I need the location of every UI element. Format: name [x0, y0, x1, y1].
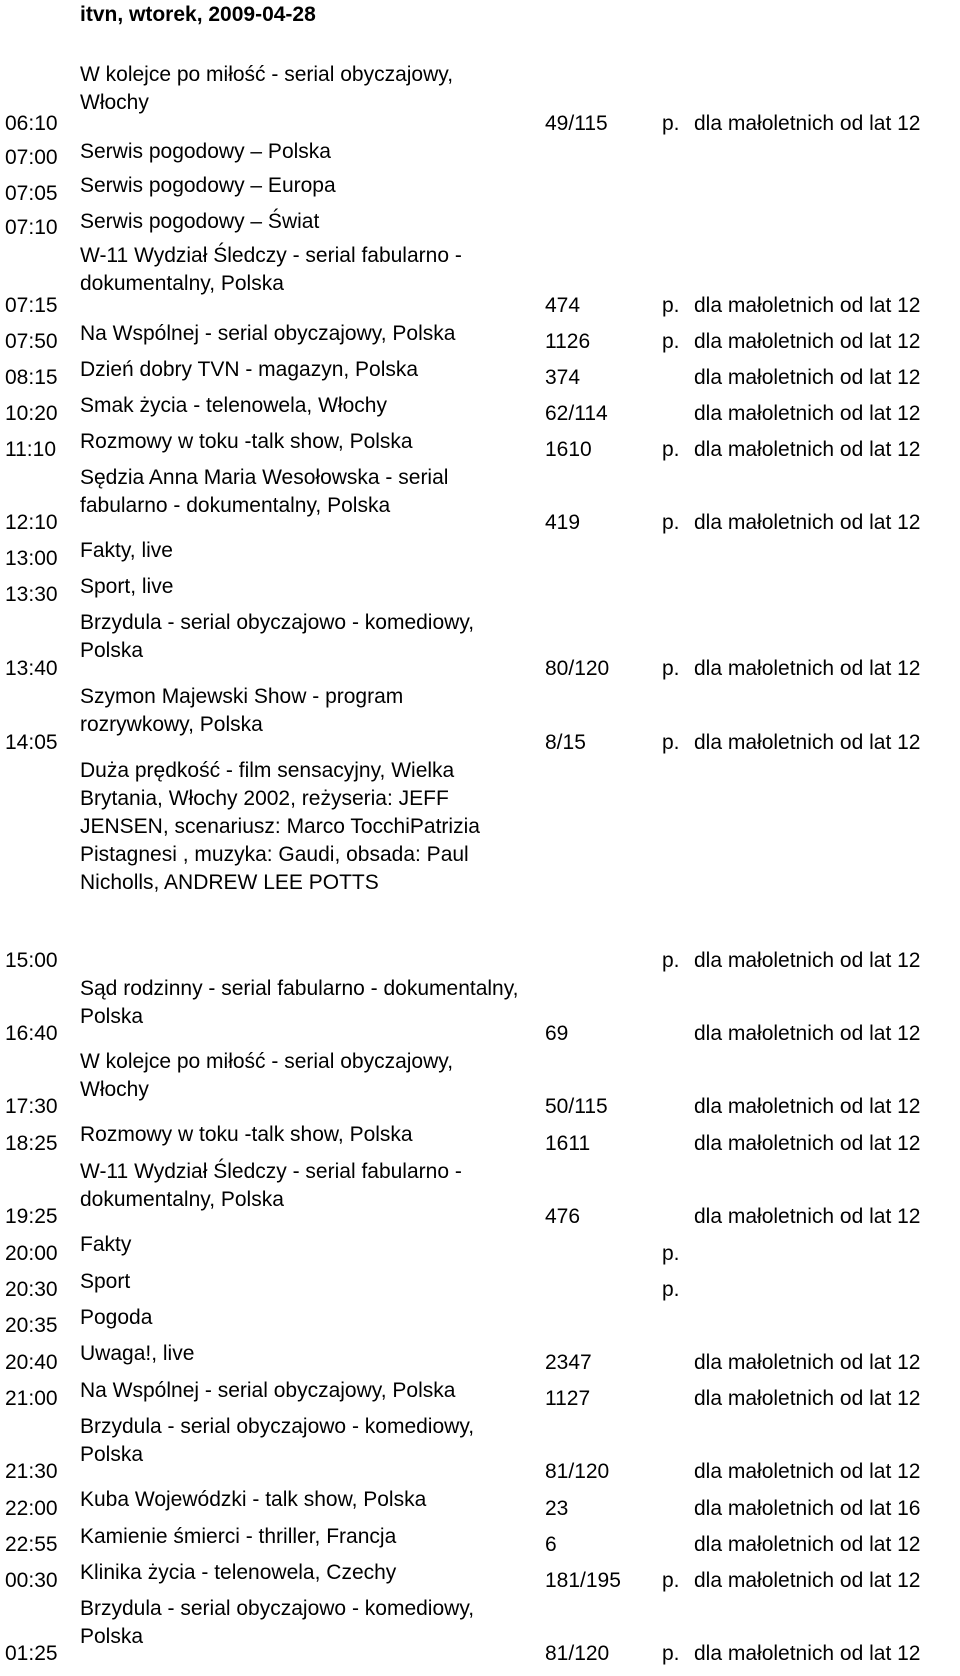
row-title: Klinika życia - telenowela, Czechy: [80, 1561, 397, 1584]
schedule-row: [0, 1412, 960, 1485]
schedule-row: [0, 1594, 960, 1667]
row-time: 13:40: [5, 657, 58, 680]
row-episode: 81/120: [545, 1642, 610, 1665]
schedule-row: [0, 427, 960, 463]
schedule-row: [0, 319, 960, 355]
row-time: 17:30: [5, 1095, 58, 1118]
row-title: Rozmowy w toku -talk show, Polska: [80, 430, 413, 453]
row-episode: 81/120: [545, 1460, 610, 1483]
row-rating: dla małoletnich od lat 12: [694, 1351, 921, 1374]
schedule-row: [0, 1120, 960, 1157]
schedule-row: [0, 572, 960, 608]
row-time: 00:30: [5, 1569, 58, 1592]
schedule-row: [0, 207, 960, 241]
row-premiere-flag: p.: [662, 330, 680, 353]
row-time: 22:55: [5, 1533, 58, 1556]
row-rating: dla małoletnich od lat 12: [694, 511, 921, 534]
row-rating: dla małoletnich od lat 12: [694, 1095, 921, 1118]
row-premiere-flag: p.: [662, 731, 680, 754]
row-episode: 476: [545, 1205, 581, 1228]
row-title: W kolejce po miłość - serial obyczajowy, Włochy: [80, 1050, 454, 1101]
row-premiere-flag: p.: [662, 949, 680, 972]
row-episode: 1126: [545, 330, 591, 353]
row-time: 14:05: [5, 731, 58, 754]
row-time: 20:30: [5, 1278, 58, 1301]
row-time: 18:25: [5, 1132, 58, 1155]
row-premiere-flag: p.: [662, 1242, 680, 1265]
row-time: 21:00: [5, 1387, 58, 1410]
row-time: 01:25: [5, 1642, 58, 1665]
row-rating: dla małoletnich od lat 12: [694, 1022, 921, 1045]
row-episode: 62/114: [545, 402, 608, 425]
row-episode: 23: [545, 1497, 569, 1520]
schedule-row: [0, 1558, 960, 1594]
row-episode: 2347: [545, 1351, 592, 1374]
row-rating: dla małoletnich od lat 12: [694, 1533, 921, 1556]
row-title: W kolejce po miłość - serial obyczajowy, Włochy: [80, 63, 454, 114]
row-title: Serwis pogodowy – Polska: [80, 140, 331, 163]
row-rating: dla małoletnich od lat 12: [694, 1642, 921, 1665]
row-rating: dla małoletnich od lat 12: [694, 330, 921, 353]
schedule-row: [0, 137, 960, 171]
row-title: Sąd rodzinny - serial fabularno - dokumentalny, Polska: [80, 977, 519, 1028]
row-rating: dla małoletnich od lat 12: [694, 294, 921, 317]
row-title: Rozmowy w toku -talk show, Polska: [80, 1123, 413, 1146]
row-rating: dla małoletnich od lat 16: [694, 1497, 921, 1520]
row-title: Dzień dobry TVN - magazyn, Polska: [80, 358, 419, 381]
row-title: Brzydula - serial obyczajowo - komediowy, Polska: [80, 1597, 475, 1648]
row-time: 15:00: [5, 949, 58, 972]
row-title: Sędzia Anna Maria Wesołowska - serial fabularno - dokumentalny, Polska: [80, 466, 449, 517]
row-title: Uwaga!, live: [80, 1342, 195, 1365]
schedule-row: [0, 391, 960, 427]
row-title: Brzydula - serial obyczajowo - komediowy, Polska: [80, 611, 475, 662]
schedule-row: [0, 1157, 960, 1230]
row-rating: dla małoletnich od lat 12: [694, 1460, 921, 1483]
row-title: W-11 Wydział Śledczy - serial fabularno - dokumentalny, Polska: [80, 1160, 462, 1211]
schedule-row: [0, 1047, 960, 1120]
row-time: 21:30: [5, 1460, 58, 1483]
row-rating: dla małoletnich od lat 12: [694, 438, 921, 461]
page-title: itvn, wtorek, 2009-04-28: [80, 3, 316, 26]
schedule-row: [0, 241, 960, 319]
row-title: Brzydula - serial obyczajowo - komediowy, Polska: [80, 1415, 475, 1466]
row-time: 13:00: [5, 547, 58, 570]
row-episode: 419: [545, 511, 581, 534]
row-episode: 80/120: [545, 657, 610, 680]
row-time: 20:35: [5, 1314, 58, 1337]
schedule-row: [0, 608, 960, 682]
row-title: Fakty, live: [80, 539, 173, 562]
schedule-row: [0, 355, 960, 391]
row-title: Sport, live: [80, 575, 174, 598]
schedule-row: [0, 1485, 960, 1522]
row-time: 20:00: [5, 1242, 58, 1265]
row-episode: 8/15: [545, 731, 586, 754]
row-episode: 1127: [545, 1387, 591, 1410]
row-time: 07:15: [5, 294, 58, 317]
row-episode: 1611: [545, 1132, 591, 1155]
row-rating: dla małoletnich od lat 12: [694, 1387, 921, 1410]
row-episode: 50/115: [545, 1095, 608, 1118]
row-episode: 474: [545, 294, 581, 317]
row-time: 07:10: [5, 216, 58, 239]
row-rating: dla małoletnich od lat 12: [694, 366, 921, 389]
row-rating: dla małoletnich od lat 12: [694, 1569, 921, 1592]
row-time: 16:40: [5, 1022, 58, 1045]
row-rating: dla małoletnich od lat 12: [694, 402, 921, 425]
row-episode: 1610: [545, 438, 592, 461]
row-rating: dla małoletnich od lat 12: [694, 657, 921, 680]
row-time: 20:40: [5, 1351, 58, 1374]
row-premiere-flag: p.: [662, 1278, 680, 1301]
schedule-row: [0, 682, 960, 756]
row-time: 22:00: [5, 1497, 58, 1520]
row-time: 07:00: [5, 146, 58, 169]
schedule-row: [0, 974, 960, 1047]
row-episode: 69: [545, 1022, 569, 1045]
schedule-row: [0, 1376, 960, 1412]
schedule-row: [0, 536, 960, 572]
row-time: 07:50: [5, 330, 58, 353]
row-time: 19:25: [5, 1205, 58, 1228]
row-title: Kuba Wojewódzki - talk show, Polska: [80, 1488, 427, 1511]
row-title: Sport: [80, 1270, 131, 1293]
row-premiere-flag: p.: [662, 294, 680, 317]
row-title: W-11 Wydział Śledczy - serial fabularno - dokumentalny, Polska: [80, 244, 462, 295]
row-episode: 181/195: [545, 1569, 621, 1592]
row-title: Szymon Majewski Show - program rozrywkowy, Polska: [80, 685, 404, 736]
schedule-row: [0, 1303, 960, 1339]
row-time: 13:30: [5, 583, 58, 606]
row-premiere-flag: p.: [662, 657, 680, 680]
schedule-row: [0, 60, 960, 137]
row-premiere-flag: p.: [662, 1642, 680, 1665]
schedule-row: [0, 1522, 960, 1558]
row-episode: 374: [545, 366, 581, 389]
row-time: 11:10: [5, 438, 56, 461]
schedule-row: [0, 1339, 960, 1376]
row-rating: dla małoletnich od lat 12: [694, 112, 921, 135]
row-episode: 6: [545, 1533, 557, 1556]
row-title: Serwis pogodowy – Europa: [80, 174, 336, 197]
row-title: Serwis pogodowy – Świat: [80, 210, 320, 233]
schedule-row: [0, 1230, 960, 1267]
row-time: 08:15: [5, 366, 58, 389]
schedule-row: [0, 463, 960, 536]
row-rating: dla małoletnich od lat 12: [694, 1132, 921, 1155]
row-premiere-flag: p.: [662, 438, 680, 461]
row-title: Duża prędkość - film sensacyjny, Wielka Brytania, Włochy 2002, reżyseria: JEFF JENSEN, scenariusz: Marco TocchiPatrizia Pistagnesi , muzyka: Gaudi, obsada: Paul Nicholls, ANDREW LEE POTTS: [80, 759, 480, 894]
row-rating: dla małoletnich od lat 12: [694, 949, 921, 972]
schedule-row: [0, 171, 960, 207]
row-title: Na Wspólnej - serial obyczajowy, Polska: [80, 322, 456, 345]
row-time: 07:05: [5, 182, 58, 205]
row-rating: dla małoletnich od lat 12: [694, 1205, 921, 1228]
row-title: Pogoda: [80, 1306, 153, 1329]
row-title: Na Wspólnej - serial obyczajowy, Polska: [80, 1379, 456, 1402]
row-time: 10:20: [5, 402, 58, 425]
schedule-row: [0, 1267, 960, 1303]
row-premiere-flag: p.: [662, 1569, 680, 1592]
row-title: Fakty: [80, 1233, 132, 1256]
row-premiere-flag: p.: [662, 511, 680, 534]
row-episode: 49/115: [545, 112, 608, 135]
row-time: 06:10: [5, 112, 58, 135]
row-title: Smak życia - telenowela, Włochy: [80, 394, 387, 417]
schedule-row: [0, 756, 960, 974]
row-rating: dla małoletnich od lat 12: [694, 731, 921, 754]
row-title: Kamienie śmierci - thriller, Francja: [80, 1525, 397, 1548]
row-premiere-flag: p.: [662, 112, 680, 135]
row-time: 12:10: [5, 511, 58, 534]
